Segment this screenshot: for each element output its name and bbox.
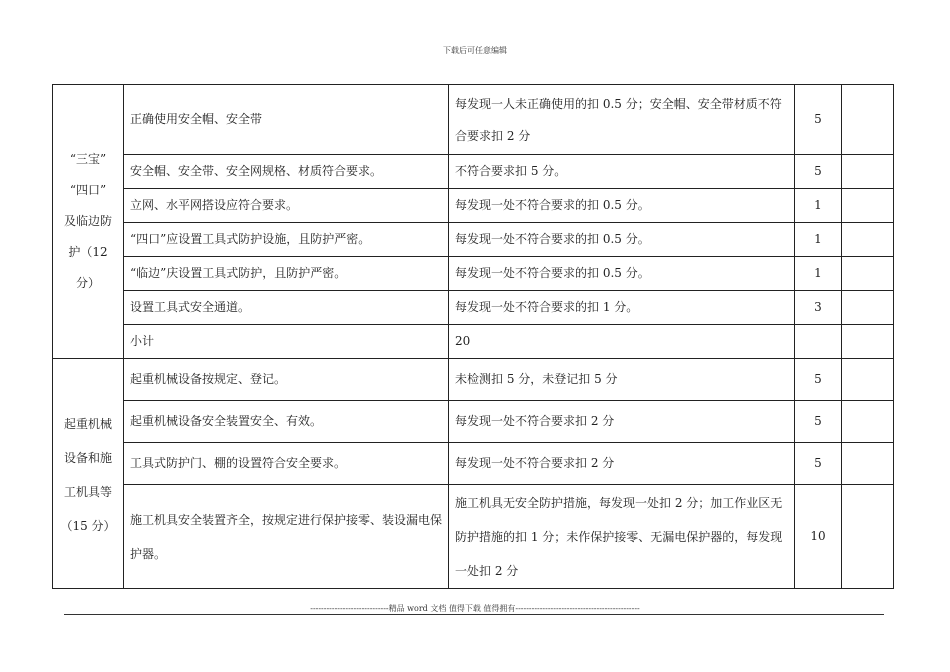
category-line: “三宝” bbox=[69, 152, 107, 166]
inspection-table bbox=[52, 84, 894, 589]
blank-cell bbox=[842, 359, 894, 401]
score-cell: 3 bbox=[795, 291, 842, 325]
score-cell: 5 bbox=[795, 443, 842, 485]
score-cell: 5 bbox=[795, 401, 842, 443]
blank-cell bbox=[842, 223, 894, 257]
table-row bbox=[53, 485, 894, 589]
blank-cell bbox=[842, 155, 894, 189]
table-row bbox=[53, 257, 894, 291]
item-cell: “临边”庆设置工具式防护，且防护严密。 bbox=[124, 257, 449, 291]
blank-cell bbox=[842, 257, 894, 291]
table-row bbox=[53, 291, 894, 325]
category-line: 及临边防 bbox=[63, 214, 112, 228]
table-row bbox=[53, 443, 894, 485]
category-line: 设备和施 bbox=[63, 450, 112, 465]
category-cell bbox=[53, 359, 124, 589]
score-cell: 1 bbox=[795, 189, 842, 223]
category-line: “四口” bbox=[69, 183, 107, 197]
standard-cell: 每发现一处不符合要求的扣 0.5 分。 bbox=[449, 223, 795, 257]
table-row bbox=[53, 189, 894, 223]
table-row bbox=[53, 85, 894, 155]
item-cell: 工具式防护门、棚的设置符合安全要求。 bbox=[124, 443, 449, 485]
page-header: 下载后可任意编辑 bbox=[443, 46, 507, 55]
standard-cell: 不符合要求扣 5 分。 bbox=[449, 155, 795, 189]
item-cell: 立网、水平网搭设应符合要求。 bbox=[124, 189, 449, 223]
category-line: 起重机械 bbox=[63, 416, 112, 431]
page-footer: -----------------------------精品 word 文档 值得下载 值得拥有---------------------------------------------- bbox=[310, 604, 640, 613]
standard-cell: 每发现一人未正确使用的扣 0.5 分；安全帽、安全带材质不符合要求扣 2 分 bbox=[449, 85, 795, 155]
standard-cell: 每发现一处不符合要求扣 2 分 bbox=[449, 443, 795, 485]
item-cell: 起重机械设备安全装置安全、有效。 bbox=[124, 401, 449, 443]
subtotal-row bbox=[53, 325, 894, 359]
table-row bbox=[53, 223, 894, 257]
blank-cell bbox=[842, 325, 894, 359]
score-cell: 5 bbox=[795, 359, 842, 401]
standard-cell: 每发现一处不符合要求的扣 1 分。 bbox=[449, 291, 795, 325]
score-cell: 1 bbox=[795, 257, 842, 291]
score-cell: 5 bbox=[795, 155, 842, 189]
standard-cell: 每发现一处不符合要求扣 2 分 bbox=[449, 401, 795, 443]
standard-cell: 每发现一处不符合要求的扣 0.5 分。 bbox=[449, 257, 795, 291]
item-cell: 起重机械设备按规定、登记。 bbox=[124, 359, 449, 401]
category-line: 护（12 bbox=[68, 245, 108, 259]
category-line: （15 分） bbox=[60, 518, 116, 533]
category-line: 分） bbox=[75, 276, 100, 290]
subtotal-label: 小计 bbox=[124, 325, 449, 359]
category-cell bbox=[53, 85, 124, 359]
score-cell: 1 bbox=[795, 223, 842, 257]
item-cell: 施工机具安全装置齐全，按规定进行保护接零、装设漏电保护器。 bbox=[124, 485, 449, 589]
item-cell: 设置工具式安全通道。 bbox=[124, 291, 449, 325]
standard-cell: 每发现一处不符合要求的扣 0.5 分。 bbox=[449, 189, 795, 223]
score-cell: 10 bbox=[795, 485, 842, 589]
table-row bbox=[53, 401, 894, 443]
footer-divider bbox=[64, 614, 884, 615]
blank-cell bbox=[842, 443, 894, 485]
standard-cell: 未检测扣 5 分，未登记扣 5 分 bbox=[449, 359, 795, 401]
blank-cell bbox=[842, 485, 894, 589]
item-cell: 安全帽、安全带、安全网规格、材质符合要求。 bbox=[124, 155, 449, 189]
subtotal-value: 20 bbox=[449, 325, 795, 359]
table-row bbox=[53, 359, 894, 401]
category-line: 工机具等 bbox=[63, 484, 112, 499]
blank-cell bbox=[842, 401, 894, 443]
table-row bbox=[53, 155, 894, 189]
item-cell: 正确使用安全帽、安全带 bbox=[124, 85, 449, 155]
blank-cell bbox=[842, 189, 894, 223]
blank-cell bbox=[842, 85, 894, 155]
blank-cell bbox=[795, 325, 842, 359]
blank-cell bbox=[842, 291, 894, 325]
item-cell: “四口”应设置工具式防护设施，且防护严密。 bbox=[124, 223, 449, 257]
score-cell: 5 bbox=[795, 85, 842, 155]
standard-cell: 施工机具无安全防护措施，每发现一处扣 2 分；加工作业区无防护措施的扣 1 分；未作保护接零、无漏电保护器的，每发现一处扣 2 分 bbox=[449, 485, 795, 589]
